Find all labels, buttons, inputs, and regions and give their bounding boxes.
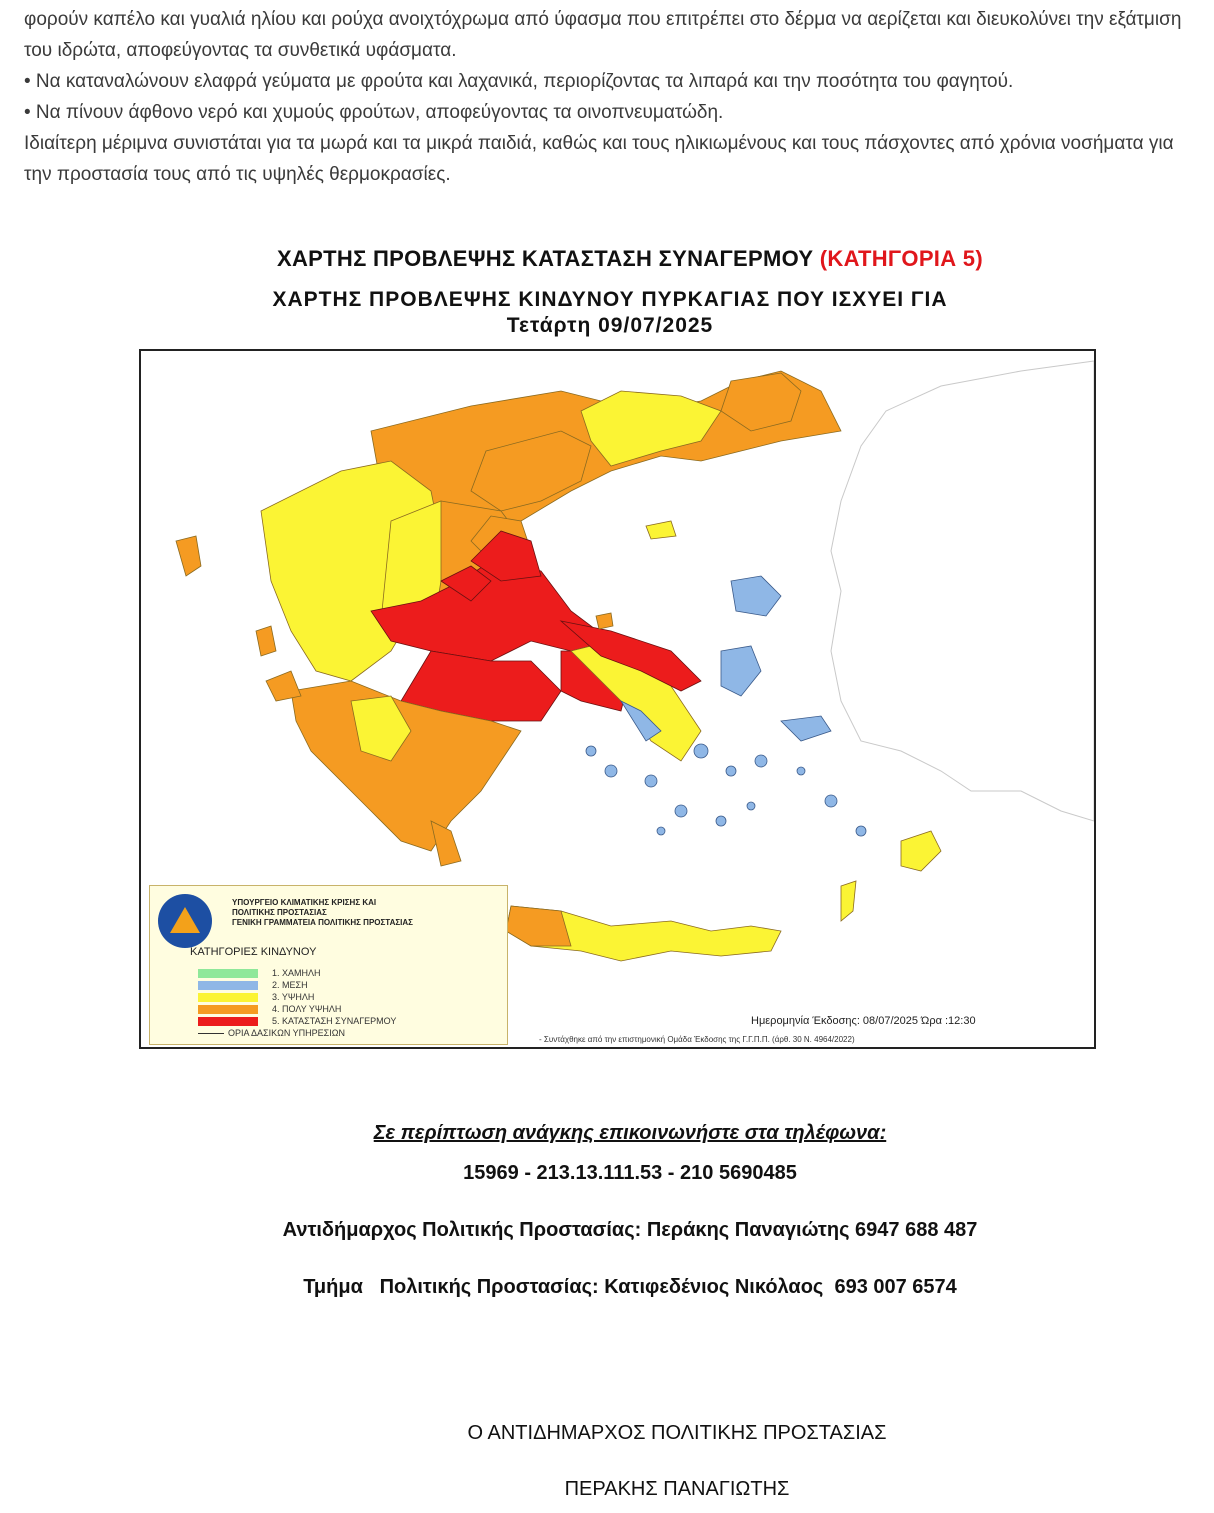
map-date: Τετάρτη 09/07/2025 [506, 314, 714, 337]
legend-label: 4. ΠΟΛΥ ΥΨΗΛΗ [272, 1004, 342, 1014]
legend-item-low [198, 968, 321, 979]
ministry-name [232, 898, 413, 928]
signature-name: ΠΕΡΑΚΗΣ ΠΑΝΑΓΙΩΤΗΣ [564, 1478, 790, 1500]
signature-role: Ο ΑΝΤΙΔΗΜΑΡΧΟΣ ΠΟΛΙΤΙΚΗΣ ΠΡΟΣΤΑΣΙΑΣ [467, 1422, 887, 1444]
legend-swatch [198, 993, 258, 1002]
map-legend [149, 885, 508, 1045]
legend-label: 3. ΥΨΗΛΗ [272, 992, 315, 1002]
ministry-line-3: ΓΕΝΙΚΗ ΓΡΑΜΜΑΤΕΙΑ ΠΟΛΙΤΙΚΗΣ ΠΡΟΣΤΑΣΙΑΣ [232, 918, 413, 927]
alert-category: (ΚΑΤΗΓΟΡΙΑ 5) [819, 246, 983, 271]
legend-label: 5. ΚΑΤΑΣΤΑΣΗ ΣΥΝΑΓΕΡΜΟΥ [272, 1016, 397, 1026]
legend-label: 2. ΜΕΣΗ [272, 980, 308, 990]
ministry-line-2: ΠΟΛΙΤΙΚΗΣ ΠΡΟΣΤΑΣΙΑΣ [232, 908, 327, 917]
legend-swatch [198, 969, 258, 978]
legend-title: ΚΑΤΗΓΟΡΙΕΣ ΚΙΝΔΥΝΟΥ [190, 946, 317, 958]
legend-item-high [198, 992, 314, 1003]
fire-risk-map [139, 349, 1096, 1049]
emergency-phones: 15969 - 213.13.111.53 - 210 5690485 [463, 1162, 797, 1184]
alert-heading-main: ΧΑΡΤΗΣ ΠΡΟΒΛΕΨΗΣ ΚΑΤΑΣΤΑΣΗ ΣΥΝΑΓΕΡΜΟΥ [277, 246, 820, 271]
map-title: ΧΑΡΤΗΣ ΠΡΟΒΛΕΨΗΣ ΚΙΝΔΥΝΟΥ ΠΥΡΚΑΓΙΑΣ ΠΟΥ ΙΣΧΥΕΙ ΓΙΑ [272, 288, 948, 311]
advice-text [24, 4, 1194, 190]
legend-swatch [198, 1005, 258, 1014]
department-contact: Τμήμα Πολιτικής Προστασίας: Κατιφεδένιος Νικόλαος 693 007 6574 [303, 1276, 957, 1298]
deputy-mayor-contact: Αντιδήμαρχος Πολιτικής Προστασίας: Περάκης Παναγιώτης 6947 688 487 [282, 1219, 978, 1241]
legend-boundaries-label: ΟΡΙΑ ΔΑΣΙΚΩΝ ΥΠΗΡΕΣΙΩΝ [228, 1028, 345, 1038]
contact-heading: Σε περίπτωση ανάγκης επικοινωνήστε στα τηλέφωνα: [373, 1122, 887, 1144]
civil-protection-logo [158, 894, 212, 948]
intro-paragraph: φορούν καπέλο και γυαλιά ηλίου και ρούχα ανοιχτόχρωμα από ύφασμα που επιτρέπει στο δέρμα να αερίζεται και διευκολύνει την εξάτμιση του ιδρώτα, αποφεύγοντας τα συνθετικά υφάσματα. [24, 9, 1182, 61]
legend-item-medium [198, 980, 308, 991]
legend-boundaries [198, 1028, 345, 1038]
alert-heading [0, 246, 1214, 272]
issue-date: Ημερομηνία Έκδοσης: 08/07/2025 Ώρα :12:30 [751, 1015, 976, 1027]
legend-item-very-high [198, 1004, 341, 1015]
legend-swatch [198, 981, 258, 990]
care-paragraph: Ιδιαίτερη μέριμνα συνιστάται για τα μωρά και τα μικρά παιδιά, καθώς και τους ηλικιωμένους και τους πάσχοντες από χρόνια νοσήματα για την προστασία τους από τις υψηλές θερμοκρασίες. [24, 133, 1174, 185]
ministry-line-1: ΥΠΟΥΡΓΕΙΟ ΚΛΙΜΑΤΙΚΗΣ ΚΡΙΣΗΣ ΚΑΙ [232, 898, 377, 907]
legend-label: 1. ΧΑΜΗΛΗ [272, 968, 321, 978]
legend-item-alert [198, 1016, 396, 1027]
compiled-note: - Συντάχθηκε από την επιστημονική Ομάδα Έκδοσης της Γ.Γ.Π.Π. (άρθ. 30 Ν. 4964/2022) [539, 1035, 855, 1044]
advice-bullet-water: • Να πίνουν άφθονο νερό και χυμούς φρούτων, αποφεύγοντας τα οινοπνευματώδη. [24, 102, 724, 123]
legend-swatch [198, 1017, 258, 1026]
advice-bullet-meals: • Να καταναλώνουν ελαφρά γεύματα με φρούτα και λαχανικά, περιορίζοντας τα λιπαρά και την ποσότητα του φαγητού. [24, 71, 1014, 92]
